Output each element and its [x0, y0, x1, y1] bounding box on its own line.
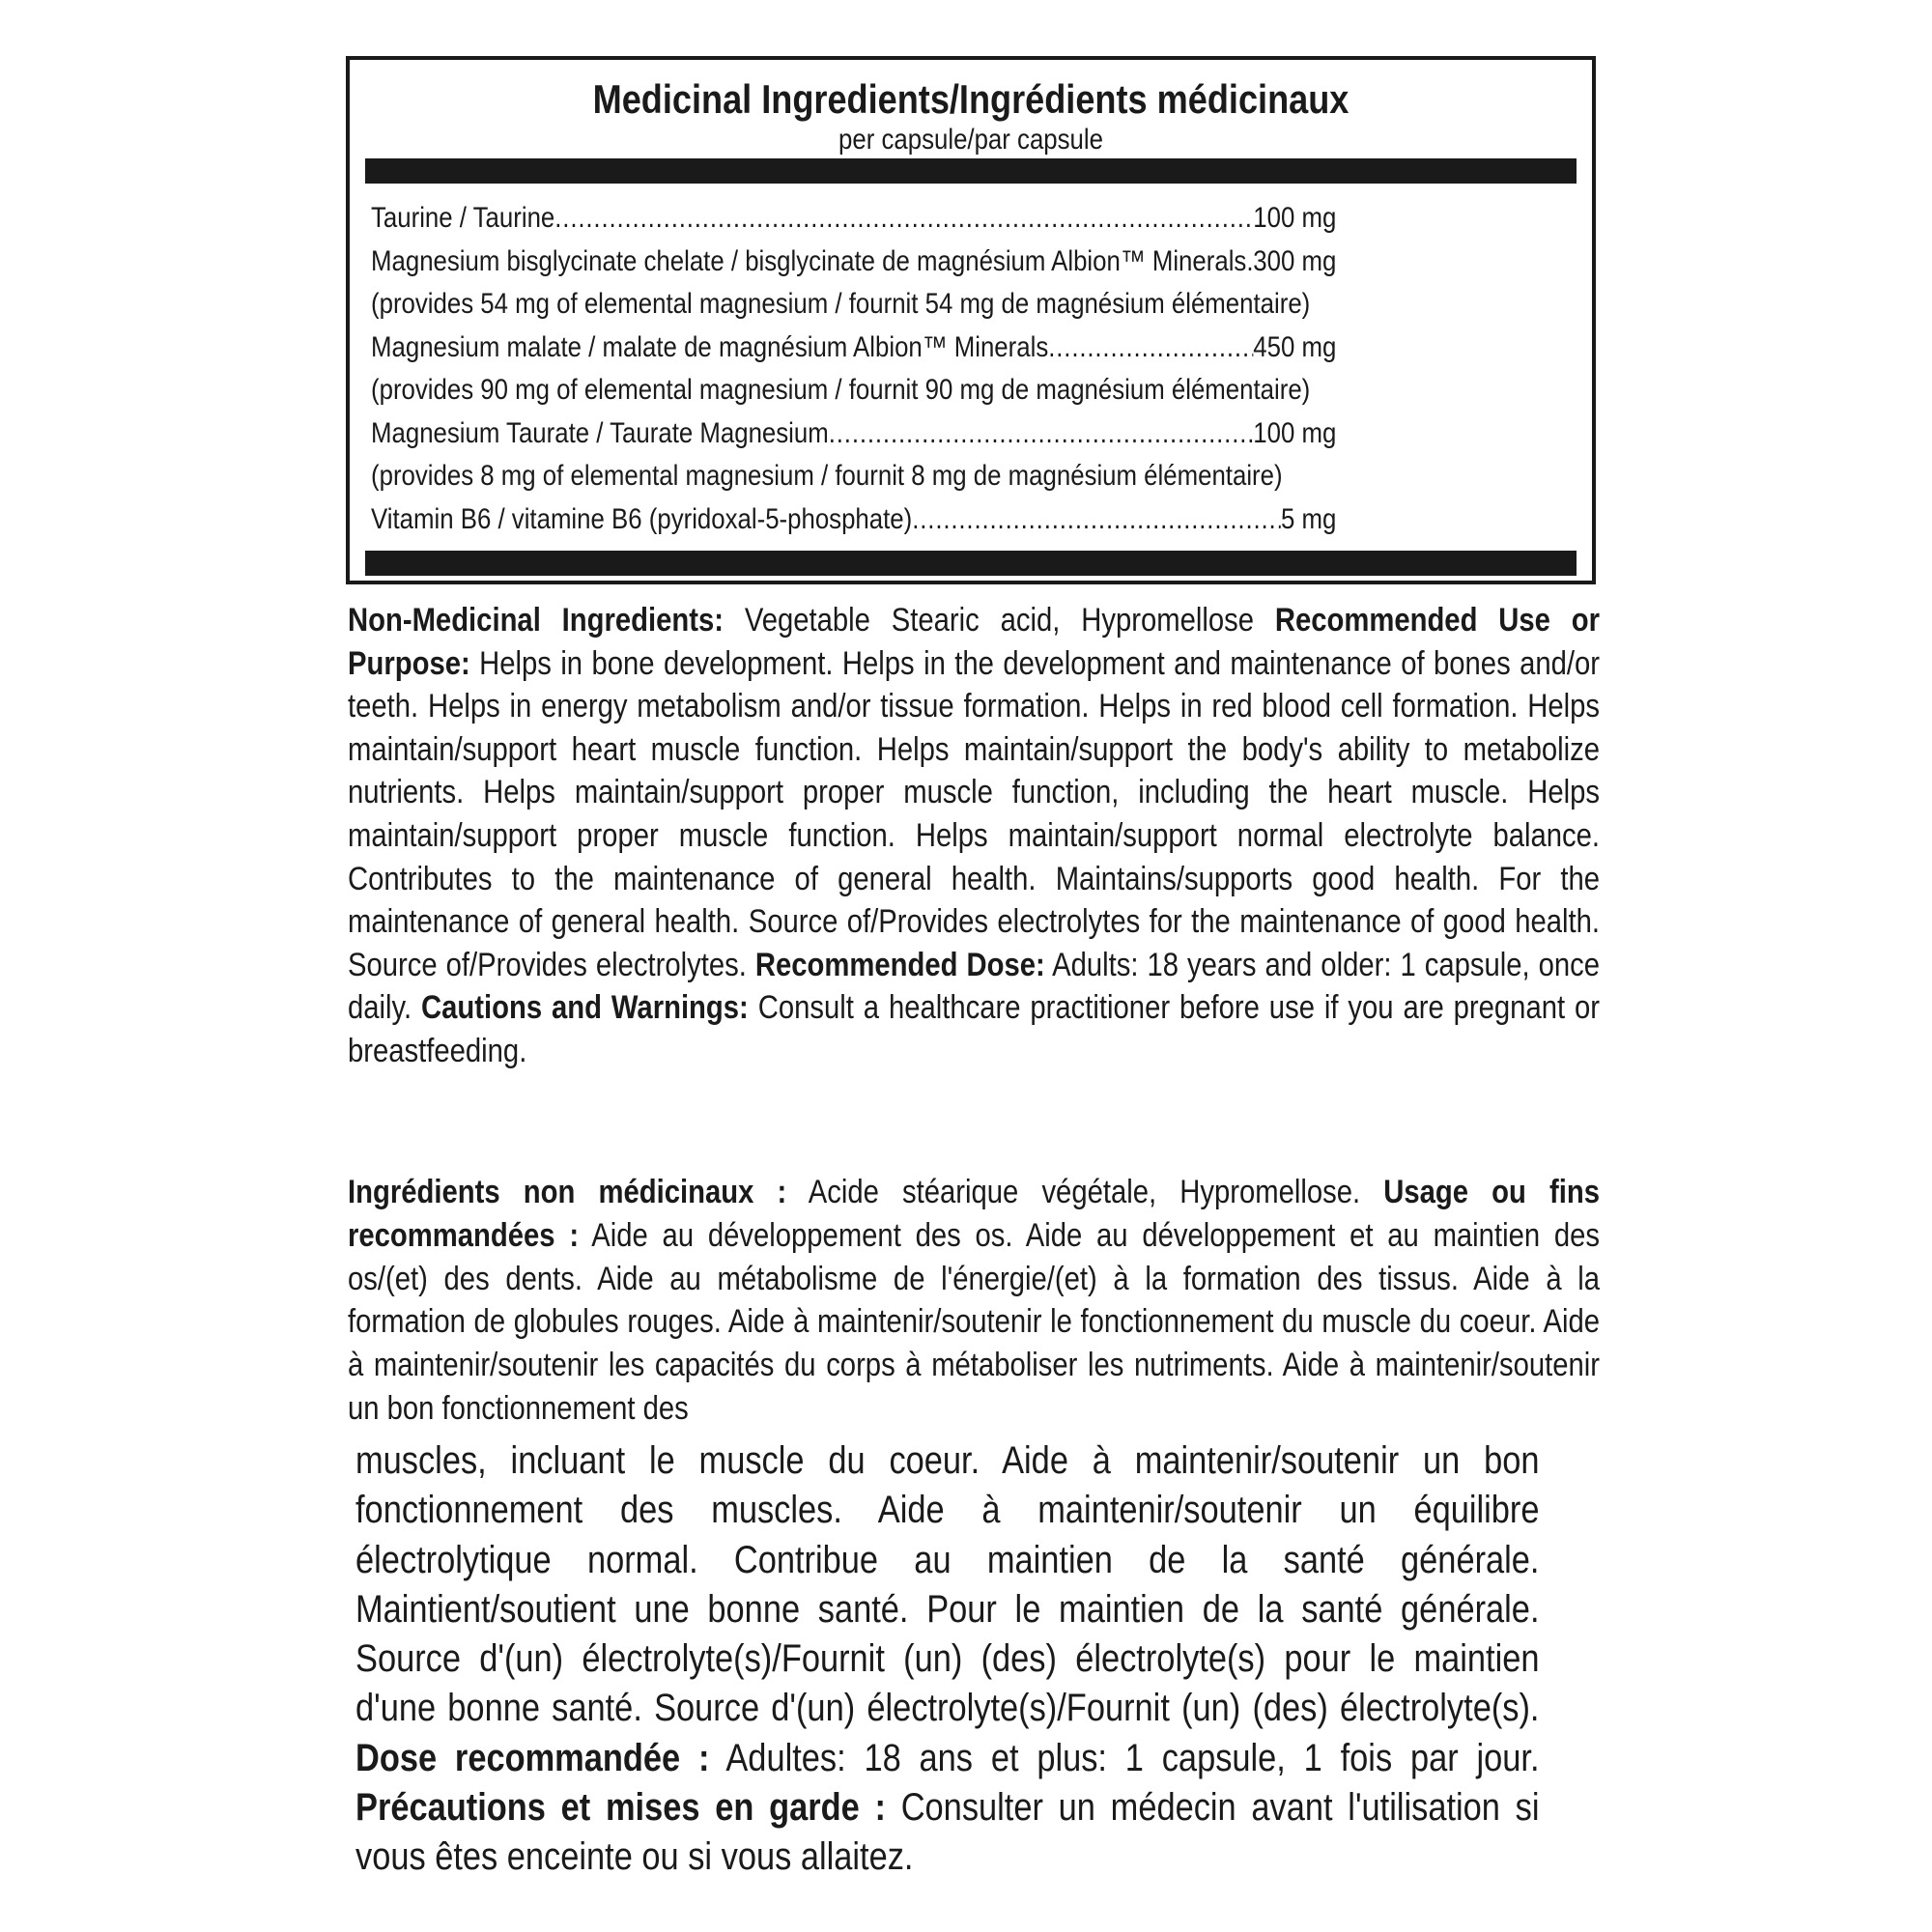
ingredient-amount: 100 mg	[1253, 202, 1337, 234]
caution-text: Consult a healthcare practitioner before use if you are pregnant or breastfeeding.	[348, 989, 1601, 1069]
medicinal-ingredients-panel	[346, 56, 1596, 584]
dose-heading: Recommended Dose:	[754, 946, 1045, 983]
dot-leader	[912, 498, 1281, 541]
french-label-text-part2	[355, 1436, 1540, 1883]
ingredient-row	[371, 197, 1571, 241]
ingredient-amount: 5 mg	[1280, 502, 1337, 535]
french-label-text-part1	[348, 1171, 1600, 1431]
ingredient-list	[371, 197, 1571, 541]
ingredient-note	[371, 283, 1571, 327]
ingredient-name: Vitamin B6 / vitamine B6 (pyridoxal-5-phosphate)	[371, 502, 913, 535]
ingredient-amount: 100 mg	[1253, 416, 1337, 449]
ingredient-note-text: (provides 90 mg of elemental magnesium / fournit 90 mg de magnésium élémentaire)	[371, 374, 1311, 406]
ingredient-row	[371, 412, 1571, 456]
nonmed-text-fr: Acide stéarique végétale, Hypromellose.	[786, 1174, 1384, 1210]
ingredient-name: Taurine / Taurine	[371, 202, 555, 234]
top-divider-bar	[365, 158, 1577, 184]
ingredient-row	[371, 327, 1571, 370]
dot-leader	[829, 412, 1254, 455]
ingredient-note-text: (provides 8 mg of elemental magnesium / fournit 8 mg de magnésium élémentaire)	[371, 460, 1283, 492]
panel-subtitle: per capsule/par capsule	[838, 124, 1103, 156]
caution-heading-fr: Précautions et mises en garde :	[355, 1786, 886, 1830]
ingredient-name: Magnesium bisglycinate chelate / bisglycinate de magnésium Albion™ Minerals	[371, 244, 1247, 277]
dot-leader	[1246, 241, 1253, 283]
use-heading-fr: Usage ou fins recommandées :	[348, 1174, 1601, 1254]
dose-heading-fr: Dose recommandée :	[355, 1736, 710, 1779]
ingredient-note-text: (provides 54 mg of elemental magnesium / fournit 54 mg de magnésium élémentaire)	[371, 288, 1311, 320]
dose-text-fr: Adultes: 18 ans et plus: 1 capsule, 1 fois par jour.	[709, 1736, 1540, 1779]
panel-title: Medicinal Ingredients/Ingrédients médicinaux	[592, 76, 1350, 122]
caution-text-fr: Consulter un médecin avant l'utilisation si vous êtes enceinte ou si vous allaitez.	[355, 1786, 1540, 1879]
english-label-text	[348, 599, 1600, 1073]
ingredient-amount: 450 mg	[1253, 330, 1337, 363]
use-text: Helps in bone development. Helps in the development and maintenance of bones and/or teeth. Helps in energy metabolism and/or tissue formation. Helps in red blood cell formation. Helps maintain/support heart muscle function. Helps maintain/support the body's ability to metabolize nutrients. Helps maintain/support proper muscle function, including the heart muscle. Helps maintain/support proper muscle function. Helps maintain/support normal electrolyte balance. Contributes to the maintenance of general health. Maintains/supports good health. For the maintenance of general health. Source of/Provides electrolytes for the maintenance of good health. Source of/Provides electrolytes.	[348, 644, 1601, 983]
nonmed-text: Vegetable Stearic acid, Hypromellose	[723, 602, 1275, 639]
dose-text: Adults: 18 years and older: 1 capsule, once daily.	[348, 946, 1601, 1027]
use-text-fr: Aide au développement des os. Aide au développement et au maintien des os/(et) des dents. Aide au métabolisme de l'énergie/(et) à la formation des tissus. Aide à la formation de globules rouges. Aide à maintenir/soutenir le fonctionnement du muscle du coeur. Aide à maintenir/soutenir les capacités du corps à métaboliser les nutriments. Aide à maintenir/soutenir un bon fonctionnement des	[348, 1216, 1601, 1427]
dot-leader	[554, 197, 1253, 240]
use-heading: Recommended Use or Purpose:	[348, 602, 1601, 682]
nonmed-heading-fr: Ingrédients non médicinaux :	[348, 1174, 787, 1210]
dot-leader	[1048, 327, 1253, 369]
ingredient-name: Magnesium Taurate / Taurate Magnesium	[371, 416, 829, 449]
bottom-divider-bar	[365, 551, 1577, 576]
use-text-fr-cont: muscles, incluant le muscle du coeur. Aide à maintenir/soutenir un bon fonctionnement des muscles. Aide à maintenir/soutenir un équilibre électrolytique normal. Contribue au maintien de la santé générale. Maintient/soutient une bonne santé. Pour le maintien de la santé générale. Source d'(un) électrolyte(s)/Fournit (un) (des) électrolyte(s) pour le maintien d'une bonne santé. Source d'(un) électrolyte(s)/Fournit (un) (des) électrolyte(s).	[355, 1439, 1540, 1730]
ingredient-amount: 300 mg	[1253, 244, 1337, 277]
nonmed-heading: Non-Medicinal Ingredients:	[348, 602, 724, 639]
ingredient-row	[371, 498, 1571, 542]
ingredient-row	[371, 241, 1571, 284]
ingredient-note	[371, 455, 1571, 498]
ingredient-note	[371, 369, 1571, 412]
ingredient-name: Magnesium malate / malate de magnésium Albion™ Minerals	[371, 330, 1049, 363]
caution-heading: Cautions and Warnings:	[421, 989, 749, 1027]
